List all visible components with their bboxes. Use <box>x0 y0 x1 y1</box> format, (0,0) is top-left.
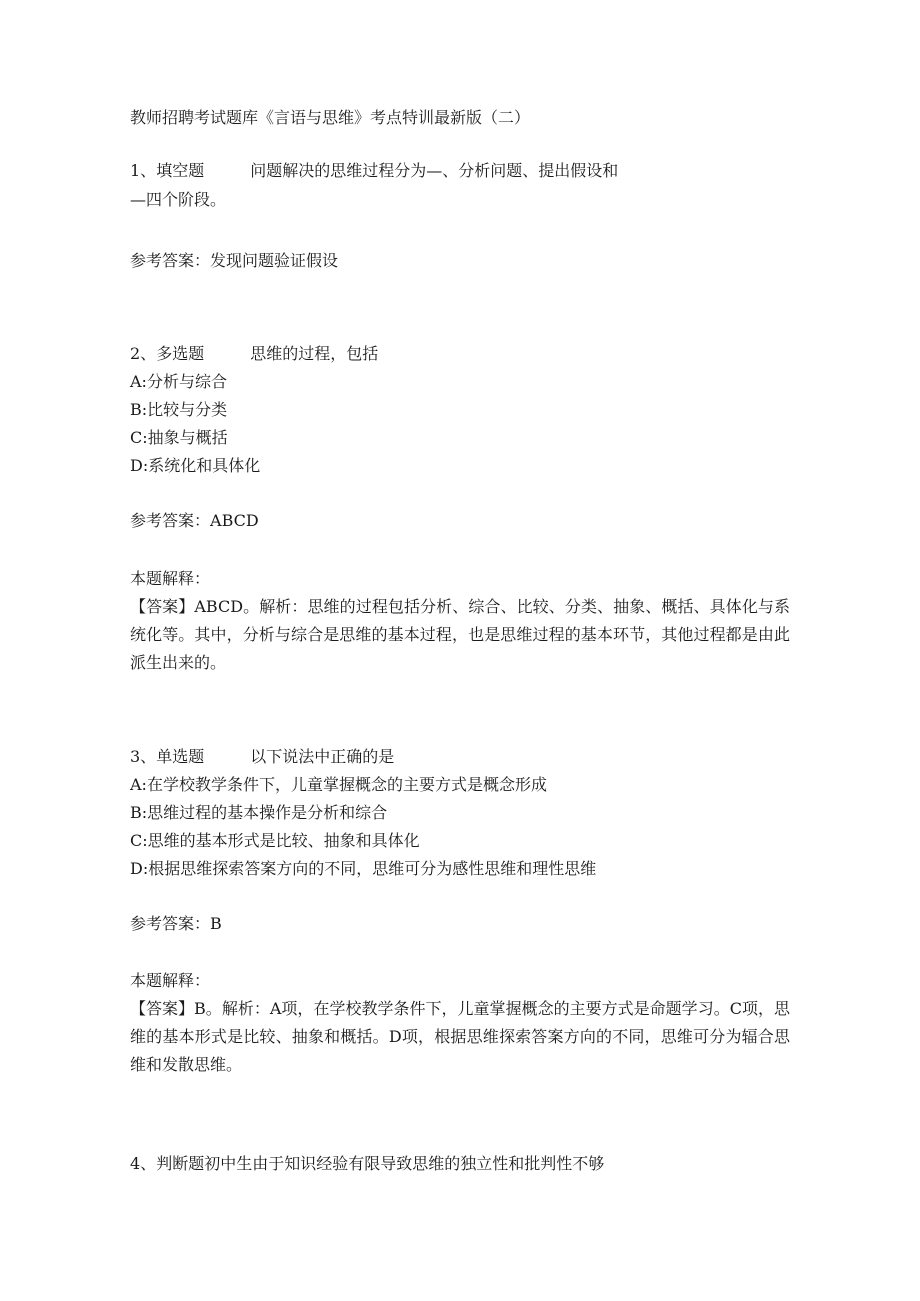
question-3-header <box>130 747 394 767</box>
question-4-header <box>130 1154 604 1174</box>
question-type: 填空题 <box>156 161 205 180</box>
question-stem: 以下说法中正确的是 <box>250 747 395 766</box>
answer-value: ABCD <box>210 511 259 530</box>
question-1-header <box>130 161 618 181</box>
explanation-text: 【答案】ABCD。解析：思维的过程包括分析、综合、比较、分类、抽象、概括、具体化与系统化等。其中，分析与综合是思维的基本过程，也是思维过程的基本环节，其他过程都是由此派生出来的。 <box>130 597 790 672</box>
answer-label: 参考答案： <box>130 251 211 270</box>
answer-label: 参考答案： <box>130 914 211 933</box>
option-a: A:分析与综合 <box>130 372 227 391</box>
question-1-stem-continued: —四个阶段。 <box>130 190 227 209</box>
option-b: B:思维过程的基本操作是分析和综合 <box>130 803 388 822</box>
explanation-text: 【答案】B。解析：A项，在学校教学条件下，儿童掌握概念的主要方式是命题学习。C项，思维的基本形式是比较、抽象和概括。D项，根据思维探索答案方向的不同，思维可分为辐合思维和发散思维。 <box>130 999 790 1074</box>
option-c: C:思维的基本形式是比较、抽象和具体化 <box>130 831 420 850</box>
question-number: 1、 <box>130 161 157 180</box>
option-b: B:比较与分类 <box>130 400 228 419</box>
explanation-label: 本题解释： <box>130 971 211 990</box>
question-3-answer <box>130 914 222 934</box>
option-d: D:根据思维探索答案方向的不同，思维可分为感性思维和理性思维 <box>130 859 597 878</box>
document-title: 教师招聘考试题库《言语与思维》考点特训最新版（二） <box>130 108 531 127</box>
answer-value: B <box>210 914 222 933</box>
question-number: 3、 <box>130 747 157 766</box>
question-stem: 问题解决的思维过程分为—、分析问题、提出假设和 <box>250 161 619 180</box>
option-d: D:系统化和具体化 <box>130 456 261 475</box>
question-type: 多选题 <box>156 344 205 363</box>
option-a: A:在学校教学条件下，儿童掌握概念的主要方式是概念形成 <box>130 775 547 794</box>
option-c: C:抽象与概括 <box>130 428 228 447</box>
question-type: 判断题 <box>156 1154 205 1173</box>
explanation-label: 本题解释： <box>130 569 211 588</box>
question-stem: 初中生由于知识经验有限导致思维的独立性和批判性不够 <box>204 1154 605 1173</box>
question-type: 单选题 <box>156 747 205 766</box>
answer-label: 参考答案： <box>130 511 211 530</box>
question-number: 4、 <box>130 1154 157 1173</box>
question-stem: 思维的过程，包括 <box>250 344 379 363</box>
question-number: 2、 <box>130 344 157 363</box>
question-2-header <box>130 344 378 364</box>
question-2-answer <box>130 511 259 531</box>
question-1-answer <box>130 251 338 271</box>
answer-value: 发现问题验证假设 <box>210 251 339 270</box>
